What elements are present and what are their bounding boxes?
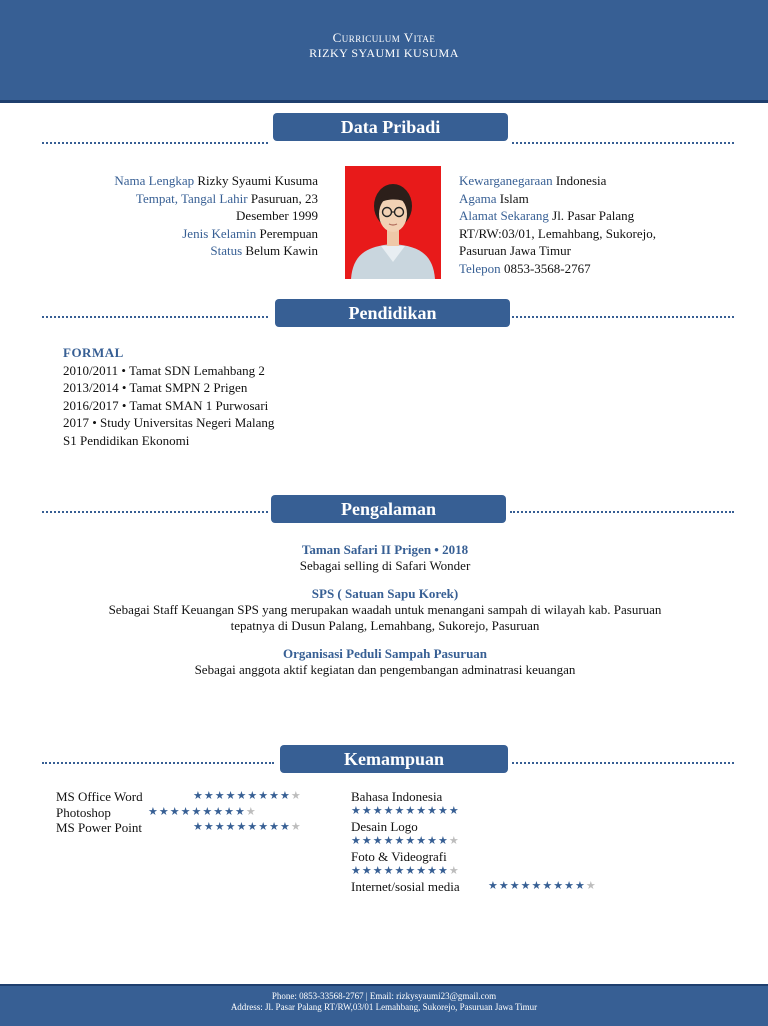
star-icon: ★: [361, 865, 373, 877]
star-icon: ★: [585, 880, 597, 892]
personal-right: [459, 172, 709, 277]
skill-row: [56, 805, 302, 821]
star-icon: ★: [438, 865, 449, 877]
star-icon: ★: [203, 821, 215, 833]
star-icon: ★: [245, 805, 257, 818]
star-icon: ★: [193, 821, 204, 833]
star-icon: ★: [180, 805, 192, 818]
star-icon: ★: [214, 821, 226, 833]
skill-name: Internet/sosial media: [351, 879, 460, 894]
star-icon: ★: [193, 790, 204, 802]
experience-desc: Sebagai Staff Keuangan SPS yang merupakan waadah untuk menangani sampah di wilayah kab. Pasuruan: [108, 602, 662, 617]
star-rating: [351, 864, 597, 879]
divider-line: [512, 142, 734, 144]
footer-contact: Phone: 0853-33568-2767 | Email: rizkysyaumi23@gmail.com: [271, 991, 497, 1001]
address-line: Pasuruan Jawa Timur: [459, 243, 571, 258]
formal-label: FORMAL: [63, 345, 124, 360]
star-icon: ★: [236, 790, 248, 802]
star-icon: ★: [258, 790, 270, 802]
star-icon: ★: [235, 805, 246, 818]
personal-value: Rizky Syaumi Kusuma: [197, 173, 318, 188]
star-icon: ★: [280, 790, 291, 802]
personal-left: [40, 172, 318, 260]
skill-row: [351, 879, 597, 894]
star-icon: ★: [247, 790, 259, 802]
personal-label: Tempat, Tangal Lahir: [135, 190, 248, 206]
skills-left: [56, 789, 302, 836]
skill-name: MS Office Word: [56, 789, 143, 804]
experience-name: Organisasi Peduli Sampah Pasuruan: [282, 646, 488, 661]
star-icon: ★: [213, 805, 225, 818]
person-name: RIZKY SYAUMI KUSUMA: [309, 46, 459, 60]
star-icon: ★: [372, 805, 384, 817]
star-icon: ★: [225, 790, 237, 802]
star-icon: ★: [351, 835, 362, 847]
experience-desc: Sebagai selling di Safari Wonder: [299, 558, 471, 573]
experience-list: [40, 542, 730, 690]
divider-line: [42, 142, 268, 144]
skill-name: Foto & Videografi: [351, 849, 447, 864]
section-title-personal: Data Pribadi: [273, 113, 508, 141]
address-value: Jl. Pasar Palang: [552, 208, 635, 223]
star-rating: [351, 834, 597, 849]
religion-value: Islam: [499, 190, 529, 206]
star-rating: [193, 789, 302, 805]
personal-value: Desember 1999: [236, 208, 318, 223]
star-icon: ★: [405, 865, 417, 877]
star-icon: ★: [225, 821, 237, 833]
education-item: 2017 • Study Universitas Negeri Malang: [63, 415, 275, 430]
star-icon: ★: [575, 880, 586, 892]
star-icon: ★: [203, 790, 215, 802]
address-label: Alamat Sekarang: [459, 208, 549, 223]
star-icon: ★: [351, 865, 362, 877]
star-icon: ★: [394, 835, 406, 847]
star-icon: ★: [372, 835, 384, 847]
star-icon: ★: [448, 805, 460, 817]
star-icon: ★: [351, 805, 362, 817]
skill-name: Bahasa Indonesia: [351, 789, 443, 804]
star-icon: ★: [383, 835, 395, 847]
personal-row: [40, 207, 318, 225]
experience-item: [40, 542, 730, 574]
star-rating: [148, 805, 257, 821]
star-icon: ★: [448, 865, 460, 877]
phone-value: 0853-3568-2767: [503, 260, 591, 276]
star-icon: ★: [448, 835, 460, 847]
education-item: S1 Pendidikan Ekonomi: [63, 432, 190, 448]
education-list: [63, 344, 274, 449]
star-rating: [193, 820, 302, 836]
star-icon: ★: [405, 835, 417, 847]
star-icon: ★: [427, 865, 438, 877]
experience-item: [40, 646, 730, 678]
footer-banner: [0, 984, 768, 1026]
profile-photo: [345, 166, 441, 279]
star-icon: ★: [427, 805, 438, 817]
star-icon: ★: [361, 835, 373, 847]
experience-desc: tepatnya di Dusun Palang, Lemahbang, Sukorejo, Pasuruan: [230, 618, 540, 633]
star-icon: ★: [372, 865, 384, 877]
star-icon: ★: [247, 821, 259, 833]
star-icon: ★: [224, 805, 235, 818]
star-icon: ★: [394, 865, 406, 877]
citizenship-label: Kewarganegaraan: [459, 173, 553, 188]
star-icon: ★: [405, 805, 417, 817]
personal-row: [459, 260, 709, 278]
divider-line: [512, 316, 734, 318]
star-icon: ★: [498, 880, 510, 892]
star-icon: ★: [416, 865, 428, 877]
personal-row: [459, 190, 709, 208]
star-icon: ★: [290, 790, 302, 802]
star-icon: ★: [438, 805, 449, 817]
star-icon: ★: [394, 805, 406, 817]
education-item: 2016/2017 • Tamat SMAN 1 Purwosari: [63, 397, 269, 413]
star-icon: ★: [564, 880, 575, 892]
star-icon: ★: [383, 805, 395, 817]
star-rating: [351, 804, 597, 819]
star-icon: ★: [553, 880, 565, 892]
star-icon: ★: [416, 835, 428, 847]
divider-line: [510, 511, 734, 513]
education-item: 2013/2014 • Tamat SMPN 2 Prigen: [63, 380, 248, 395]
star-icon: ★: [290, 821, 302, 833]
phone-label: Telepon: [459, 260, 501, 276]
divider-line: [512, 762, 734, 764]
star-icon: ★: [531, 880, 543, 892]
star-icon: ★: [191, 805, 203, 818]
personal-row: [40, 172, 318, 190]
personal-value: Perempuan: [259, 225, 318, 241]
divider-line: [42, 511, 268, 513]
star-icon: ★: [214, 790, 226, 802]
personal-label: Jenis Kelamin: [182, 225, 257, 241]
footer-address: Address: Jl. Pasar Palang RT/RW,03/01 Lemahbang, Sukorejo, Pasuruan Jawa Timur: [230, 1002, 538, 1012]
experience-item: [40, 586, 730, 634]
section-title-experience: Pengalaman: [271, 495, 506, 523]
star-icon: ★: [158, 805, 170, 818]
star-rating: [488, 879, 597, 894]
star-icon: ★: [269, 821, 280, 833]
star-icon: ★: [148, 805, 159, 818]
skill-row: [56, 820, 302, 836]
skills-right: [351, 789, 597, 894]
star-icon: ★: [520, 880, 532, 892]
star-icon: ★: [258, 821, 270, 833]
star-icon: ★: [542, 880, 554, 892]
personal-value: Pasuruan, 23: [250, 190, 318, 206]
personal-value: Belum Kawin: [245, 243, 318, 258]
religion-label: Agama: [459, 190, 497, 206]
personal-row: [459, 207, 709, 225]
section-title-education: Pendidikan: [275, 299, 510, 327]
star-icon: ★: [202, 805, 214, 818]
star-icon: ★: [169, 805, 181, 818]
skill-name: Desain Logo: [351, 819, 418, 834]
document-title: Curriculum Vitae: [332, 30, 436, 45]
skill-name: Photoshop: [56, 804, 111, 820]
experience-name: Taman Safari II Prigen • 2018: [301, 542, 469, 557]
personal-row: [459, 172, 709, 190]
education-item: 2010/2011 • Tamat SDN Lemahbang 2: [63, 362, 265, 378]
divider-line: [42, 316, 268, 318]
star-icon: ★: [280, 821, 291, 833]
star-icon: ★: [361, 805, 373, 817]
citizenship-value: Indonesia: [555, 173, 607, 188]
section-title-skills: Kemampuan: [280, 745, 508, 773]
star-icon: ★: [509, 880, 521, 892]
personal-label: Status: [210, 243, 243, 258]
star-icon: ★: [438, 835, 449, 847]
star-icon: ★: [427, 835, 438, 847]
personal-row: [40, 190, 318, 208]
star-icon: ★: [383, 865, 395, 877]
divider-line: [42, 762, 274, 764]
experience-desc: Sebagai anggota aktif kegiatan dan pengembangan adminatrasi keuangan: [194, 662, 576, 677]
star-icon: ★: [416, 805, 428, 817]
skill-name: MS Power Point: [56, 820, 142, 835]
star-icon: ★: [236, 821, 248, 833]
star-icon: ★: [488, 880, 499, 892]
personal-label: Nama Lengkap: [114, 173, 195, 188]
personal-row: [40, 242, 318, 260]
skill-row: [56, 789, 302, 805]
personal-row: [40, 225, 318, 243]
header-banner: [0, 0, 768, 103]
experience-name: SPS ( Satuan Sapu Korek): [311, 586, 459, 601]
star-icon: ★: [269, 790, 280, 802]
address-line: RT/RW:03/01, Lemahbang, Sukorejo,: [459, 225, 656, 241]
